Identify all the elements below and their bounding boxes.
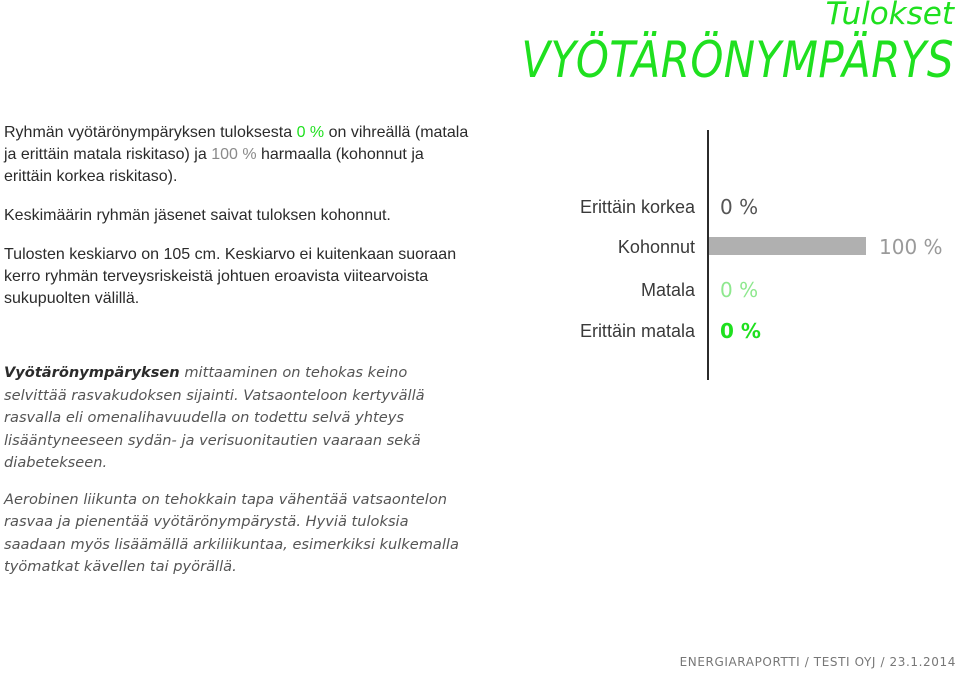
category-label: Erittäin korkea [579, 197, 695, 217]
risk-level-chart [540, 130, 955, 380]
category-label: Erittäin matala [579, 321, 695, 341]
value-label: 0 % [720, 278, 759, 302]
green-percent: 0 % [296, 124, 325, 141]
intro-text-a: Ryhmän vyötärönympäryksen tuloksesta [4, 124, 297, 141]
info-paragraph-1 [4, 362, 474, 475]
bar [709, 237, 866, 255]
info-text [4, 362, 474, 593]
grey-percent: 100 % [211, 146, 257, 163]
intro-text [4, 122, 474, 327]
category-label: Matala [640, 280, 695, 300]
intro-paragraph-1 [4, 122, 474, 188]
value-label: 100 % [879, 235, 943, 259]
footer: ENERGIARAPORTTI / TESTI OYJ / 23.1.2014 [679, 655, 956, 669]
info-text-rest: mittaaminen on tehokas keino selvittää rasvakudoksen sijainti. Vatsaonteloon kertyvällä rasvalla eli omenalihavuudella on todettu selvä yhteys lisääntyneeseen sydän- ja verisuonitautien vaaraan sekä diabetekseen. [4, 364, 425, 471]
value-label: 0 % [720, 319, 761, 343]
info-paragraph-2: Aerobinen liikunta on tehokkain tapa vähentää vatsaontelon rasvaa ja pienentää vyötärönympärystä. Hyviä tuloksia saadaan myös lisäämällä arkiliikuntaa, esimerkiksi kulkemalla työmatkat kävellen tai pyörällä. [4, 490, 459, 575]
page-title: VYÖTÄRÖNYMPÄRYS [521, 31, 954, 89]
intro-text-c: harmaalla (kohonnut ja erittäin korkea riskitaso). [4, 146, 424, 185]
intro-paragraph-2: Keskimäärin ryhmän jäsenet saivat tuloksen kohonnut. [4, 207, 391, 224]
value-label: 0 % [720, 195, 759, 219]
section-title: Tulokset [825, 0, 954, 32]
info-bold-term: Vyötärönympäryksen [4, 364, 180, 381]
intro-paragraph-3: Tulosten keskiarvo on 105 cm. Keskiarvo ei kuitenkaan suoraan kerro ryhmän terveysriskeistä johtuen eroavista viitearvoista sukupuolten välillä. [4, 246, 457, 307]
intro-text-b: on vihreällä (matala ja erittäin matala riskitaso) ja [4, 124, 469, 163]
category-label: Kohonnut [617, 237, 695, 257]
header [439, 0, 954, 88]
